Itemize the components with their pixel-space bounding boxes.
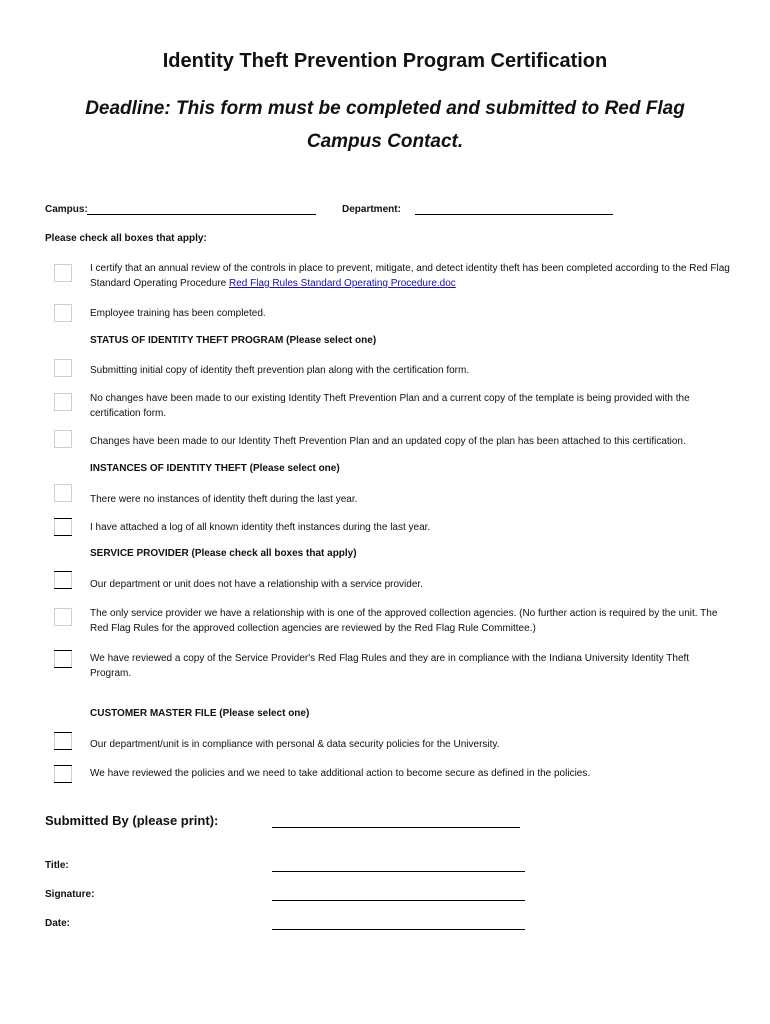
master-option-text: We have reviewed the policies and we need to take additional action to become secure as defined in the policies.	[90, 768, 591, 779]
sop-document-link[interactable]: Red Flag Rules Standard Operating Procedure.doc	[228, 278, 456, 289]
status-option-text: Submitting initial copy of identity theft prevention plan along with the certification form.	[90, 365, 470, 376]
instances-option-text: I have attached a log of all known identity theft instances during the last year.	[90, 522, 431, 533]
service-option-checkbox[interactable]	[54, 571, 72, 589]
instances-option-checkbox[interactable]	[54, 484, 72, 502]
training-checkbox[interactable]	[54, 304, 72, 322]
service-option-text: Our department or unit does not have a relationship with a service provider.	[90, 579, 423, 590]
date-field[interactable]	[272, 929, 525, 930]
deadline-notice: Deadline: This form must be completed and submitted to Red Flag Campus Contact.	[85, 98, 685, 152]
status-option-checkbox[interactable]	[54, 393, 72, 411]
master-heading: CUSTOMER MASTER FILE (Please select one)	[90, 708, 310, 719]
master-option-text: Our department/unit is in compliance with personal & data security policies for the University.	[90, 739, 500, 750]
service-option-checkbox[interactable]	[54, 608, 72, 626]
status-option-text: No changes have been made to our existing Identity Theft Prevention Plan and a current copy of the template is being provided with the certification form.	[90, 393, 690, 419]
title-label: Title:	[45, 860, 69, 871]
training-text: Employee training has been completed.	[90, 308, 266, 319]
instances-option-text: There were no instances of identity theft during the last year.	[90, 494, 358, 505]
form-title: Identity Theft Prevention Program Certification	[162, 50, 608, 72]
submitted-by-field[interactable]	[272, 827, 520, 828]
signature-label: Signature:	[45, 889, 95, 900]
submitted-by-label: Submitted By (please print):	[45, 813, 219, 828]
status-option-checkbox[interactable]	[54, 430, 72, 448]
instruction-text: Please check all boxes that apply:	[45, 233, 207, 244]
service-option-checkbox[interactable]	[54, 650, 72, 668]
master-option-checkbox[interactable]	[54, 765, 72, 783]
title-field[interactable]	[272, 871, 525, 872]
department-field[interactable]	[415, 214, 613, 215]
certify-review-checkbox[interactable]	[54, 264, 72, 282]
department-label: Department:	[342, 204, 401, 215]
campus-label: Campus:	[45, 204, 88, 215]
service-heading: SERVICE PROVIDER (Please check all boxes that apply)	[90, 548, 357, 559]
instances-heading: INSTANCES OF IDENTITY THEFT (Please select one)	[90, 463, 340, 474]
status-heading: STATUS OF IDENTITY THEFT PROGRAM (Please select one)	[90, 335, 377, 346]
signature-field[interactable]	[272, 900, 525, 901]
master-option-checkbox[interactable]	[54, 732, 72, 750]
date-label: Date:	[45, 918, 71, 929]
instances-option-checkbox[interactable]	[54, 518, 72, 536]
service-option-text: We have reviewed a copy of the Service Provider's Red Flag Rules and they are in compliance with the Indiana University Identity Theft Program.	[90, 653, 690, 679]
status-option-text: Changes have been made to our Identity Theft Prevention Plan and an updated copy of the plan has been attached to this certification.	[90, 436, 686, 447]
status-option-checkbox[interactable]	[54, 359, 72, 377]
certify-review-label: I certify that an annual review of the controls in place to prevent, mitigate, and detect identity theft has been completed according to the Red Flag Standard Operating Procedure	[90, 263, 730, 289]
certify-review-text	[90, 261, 730, 291]
campus-field[interactable]	[87, 214, 316, 215]
service-option-text: The only service provider we have a relationship with is one of the approved collection agencies. (No further action is required by the unit. The Red Flag Rules for the approved collection agencies are reviewed by the Red Flag Rule Committee.)	[90, 608, 718, 634]
